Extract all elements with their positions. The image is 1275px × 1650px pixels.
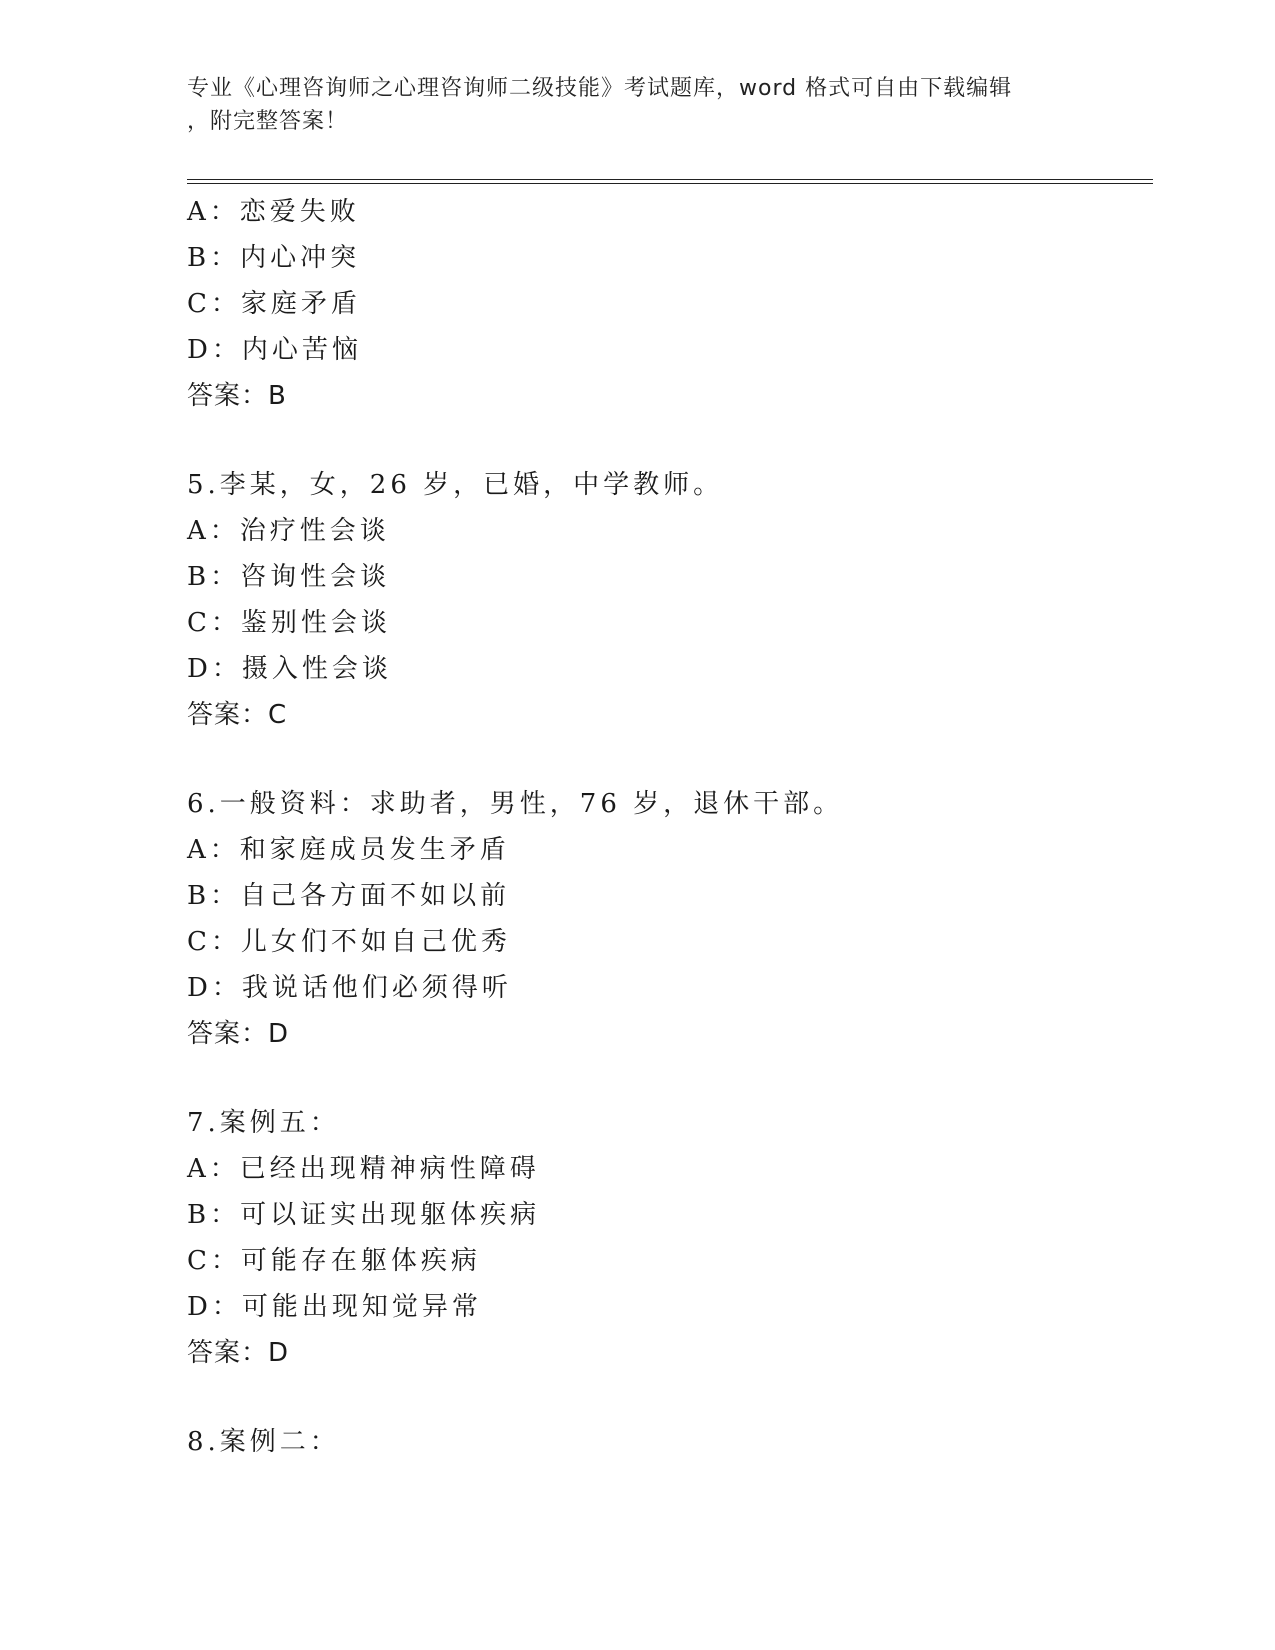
answer: 答案：D <box>187 1338 290 1368</box>
option-b: B：内心冲突 <box>187 243 361 273</box>
question-5 <box>187 462 1147 738</box>
option-b: B：可以证实出现躯体疾病 <box>187 1200 541 1230</box>
question-text: 5.李某，女，26 岁，已婚，中学教师。 <box>187 470 724 500</box>
option-b: B：咨询性会谈 <box>187 562 391 592</box>
document-header <box>187 72 1067 138</box>
option-c: C：儿女们不如自己优秀 <box>187 927 511 957</box>
option-a: A：和家庭成员发生矛盾 <box>187 835 510 865</box>
option-a: A：恋爱失败 <box>187 197 360 227</box>
option-d: D：我说话他们必须得听 <box>187 973 512 1003</box>
option-a: A：已经出现精神病性障碍 <box>187 1154 540 1184</box>
header-line-2: ，附完整答案！ <box>187 109 349 134</box>
question-4 <box>187 189 1147 419</box>
header-rule-top <box>187 179 1153 180</box>
question-6 <box>187 781 1147 1057</box>
question-list <box>187 189 1147 1465</box>
option-c: C：可能存在躯体疾病 <box>187 1246 481 1276</box>
option-a: A：治疗性会谈 <box>187 516 390 546</box>
spacer <box>187 1376 1147 1419</box>
option-d: D：内心苦恼 <box>187 335 362 365</box>
option-c: C：家庭矛盾 <box>187 289 361 319</box>
question-7 <box>187 1100 1147 1376</box>
answer: 答案：C <box>187 700 288 730</box>
header-rule-bottom <box>187 183 1153 184</box>
question-text: 6.一般资料：求助者，男性，76 岁，退休干部。 <box>187 789 844 819</box>
spacer <box>187 419 1147 462</box>
answer: 答案：B <box>187 381 287 411</box>
spacer <box>187 738 1147 781</box>
option-b: B：自己各方面不如以前 <box>187 881 511 911</box>
question-8 <box>187 1419 1147 1465</box>
option-d: D：可能出现知觉异常 <box>187 1292 482 1322</box>
question-text: 8.案例二： <box>187 1427 340 1457</box>
option-c: C：鉴别性会谈 <box>187 608 391 638</box>
header-line-1: 专业《心理咨询师之心理咨询师二级技能》考试题库，word 格式可自由下载编辑 <box>187 76 1013 101</box>
answer: 答案：D <box>187 1019 290 1049</box>
option-d: D：摄入性会谈 <box>187 654 392 684</box>
question-text: 7.案例五： <box>187 1108 340 1138</box>
spacer <box>187 1057 1147 1100</box>
